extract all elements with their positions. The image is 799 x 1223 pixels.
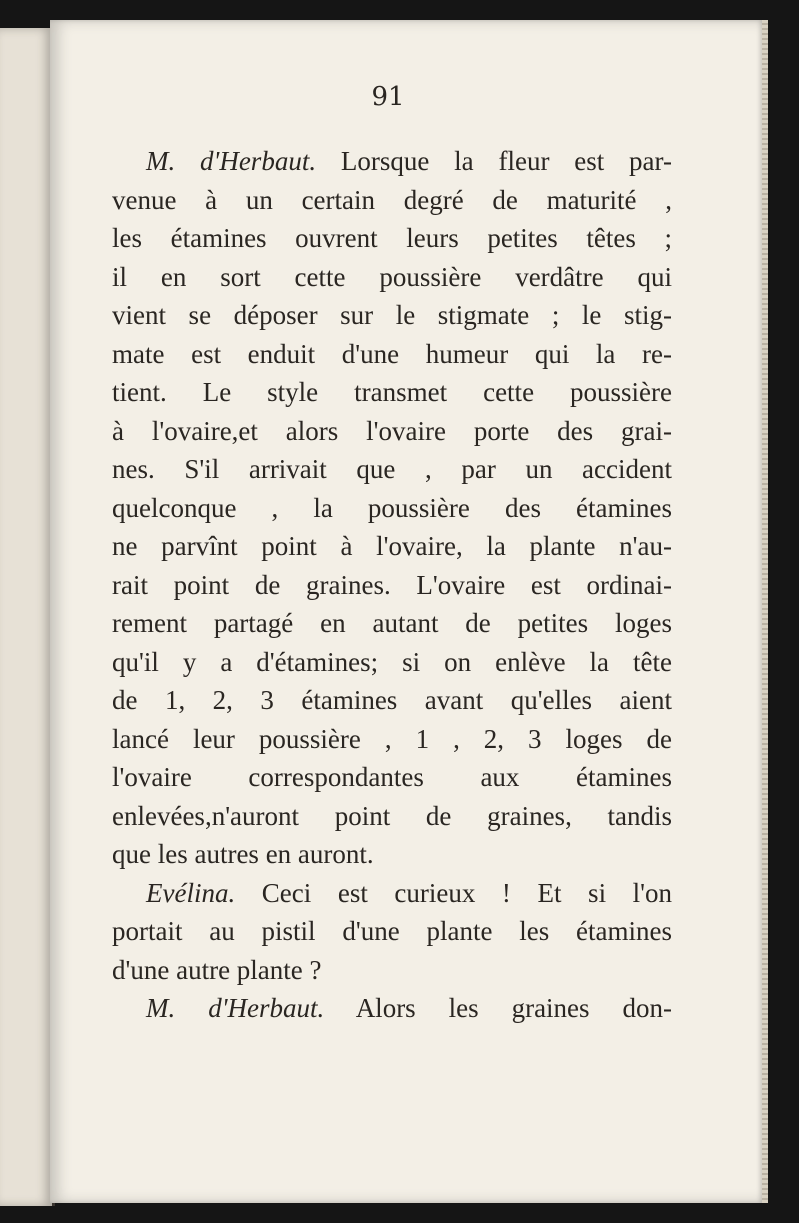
text-line: enlevées,n'auront point de graines, tandis	[112, 800, 672, 831]
text-line: les étamines ouvrent leurs petites têtes ;	[112, 223, 672, 253]
text-line: mate est enduit d'une humeur qui la re-	[112, 338, 672, 369]
text-line: M. d'Herbaut. Alors les graines don-	[146, 993, 672, 1023]
previous-page-edge	[0, 28, 55, 1206]
text-line: portait au pistil d'une plante les étamines	[112, 916, 672, 946]
text-line: à l'ovaire,et alors l'ovaire porte des grai-	[112, 415, 672, 446]
text-line: nes. S'il arrivait que , par un accident	[112, 454, 672, 484]
body-text	[112, 142, 672, 1028]
text-line: d'une autre plante ?	[112, 954, 322, 985]
text-line: de 1, 2, 3 étamines avant qu'elles aient	[112, 685, 672, 715]
page-number: 91	[371, 82, 405, 112]
text-line: l'ovaire correspondantes aux étamines	[112, 762, 672, 792]
page-stack-edge	[762, 20, 768, 1203]
text-line: Evélina. Ceci est curieux ! Et si l'on	[146, 877, 673, 908]
text-line: qu'il y a d'étamines; si on enlève la tête	[112, 646, 672, 677]
text-line: lancé leur poussière , 1 , 2, 3 loges de	[112, 723, 672, 754]
text-line: quelconque , la poussière des étamines	[112, 492, 672, 523]
speaker-name: M. d'Herbaut.	[146, 993, 325, 1023]
speaker-name: Evélina.	[146, 877, 236, 908]
text-line: que les autres en auront.	[112, 839, 374, 869]
text-line: tient. Le style transmet cette poussière	[112, 377, 672, 407]
text-line: venue à un certain degré de maturité ,	[112, 184, 672, 215]
text-line: M. d'Herbaut. Lorsque la fleur est par-	[146, 146, 672, 176]
text-line: rement partagé en autant de petites loges	[112, 608, 672, 638]
text-line: il en sort cette poussière verdâtre qui	[112, 261, 672, 292]
text-line: rait point de graines. L'ovaire est ordinai-	[112, 569, 672, 600]
speaker-name: M. d'Herbaut.	[146, 146, 317, 176]
text-line: ne parvînt point à l'ovaire, la plante n'au-	[112, 531, 672, 561]
text-line: vient se déposer sur le stigmate ; le stig-	[112, 300, 672, 330]
